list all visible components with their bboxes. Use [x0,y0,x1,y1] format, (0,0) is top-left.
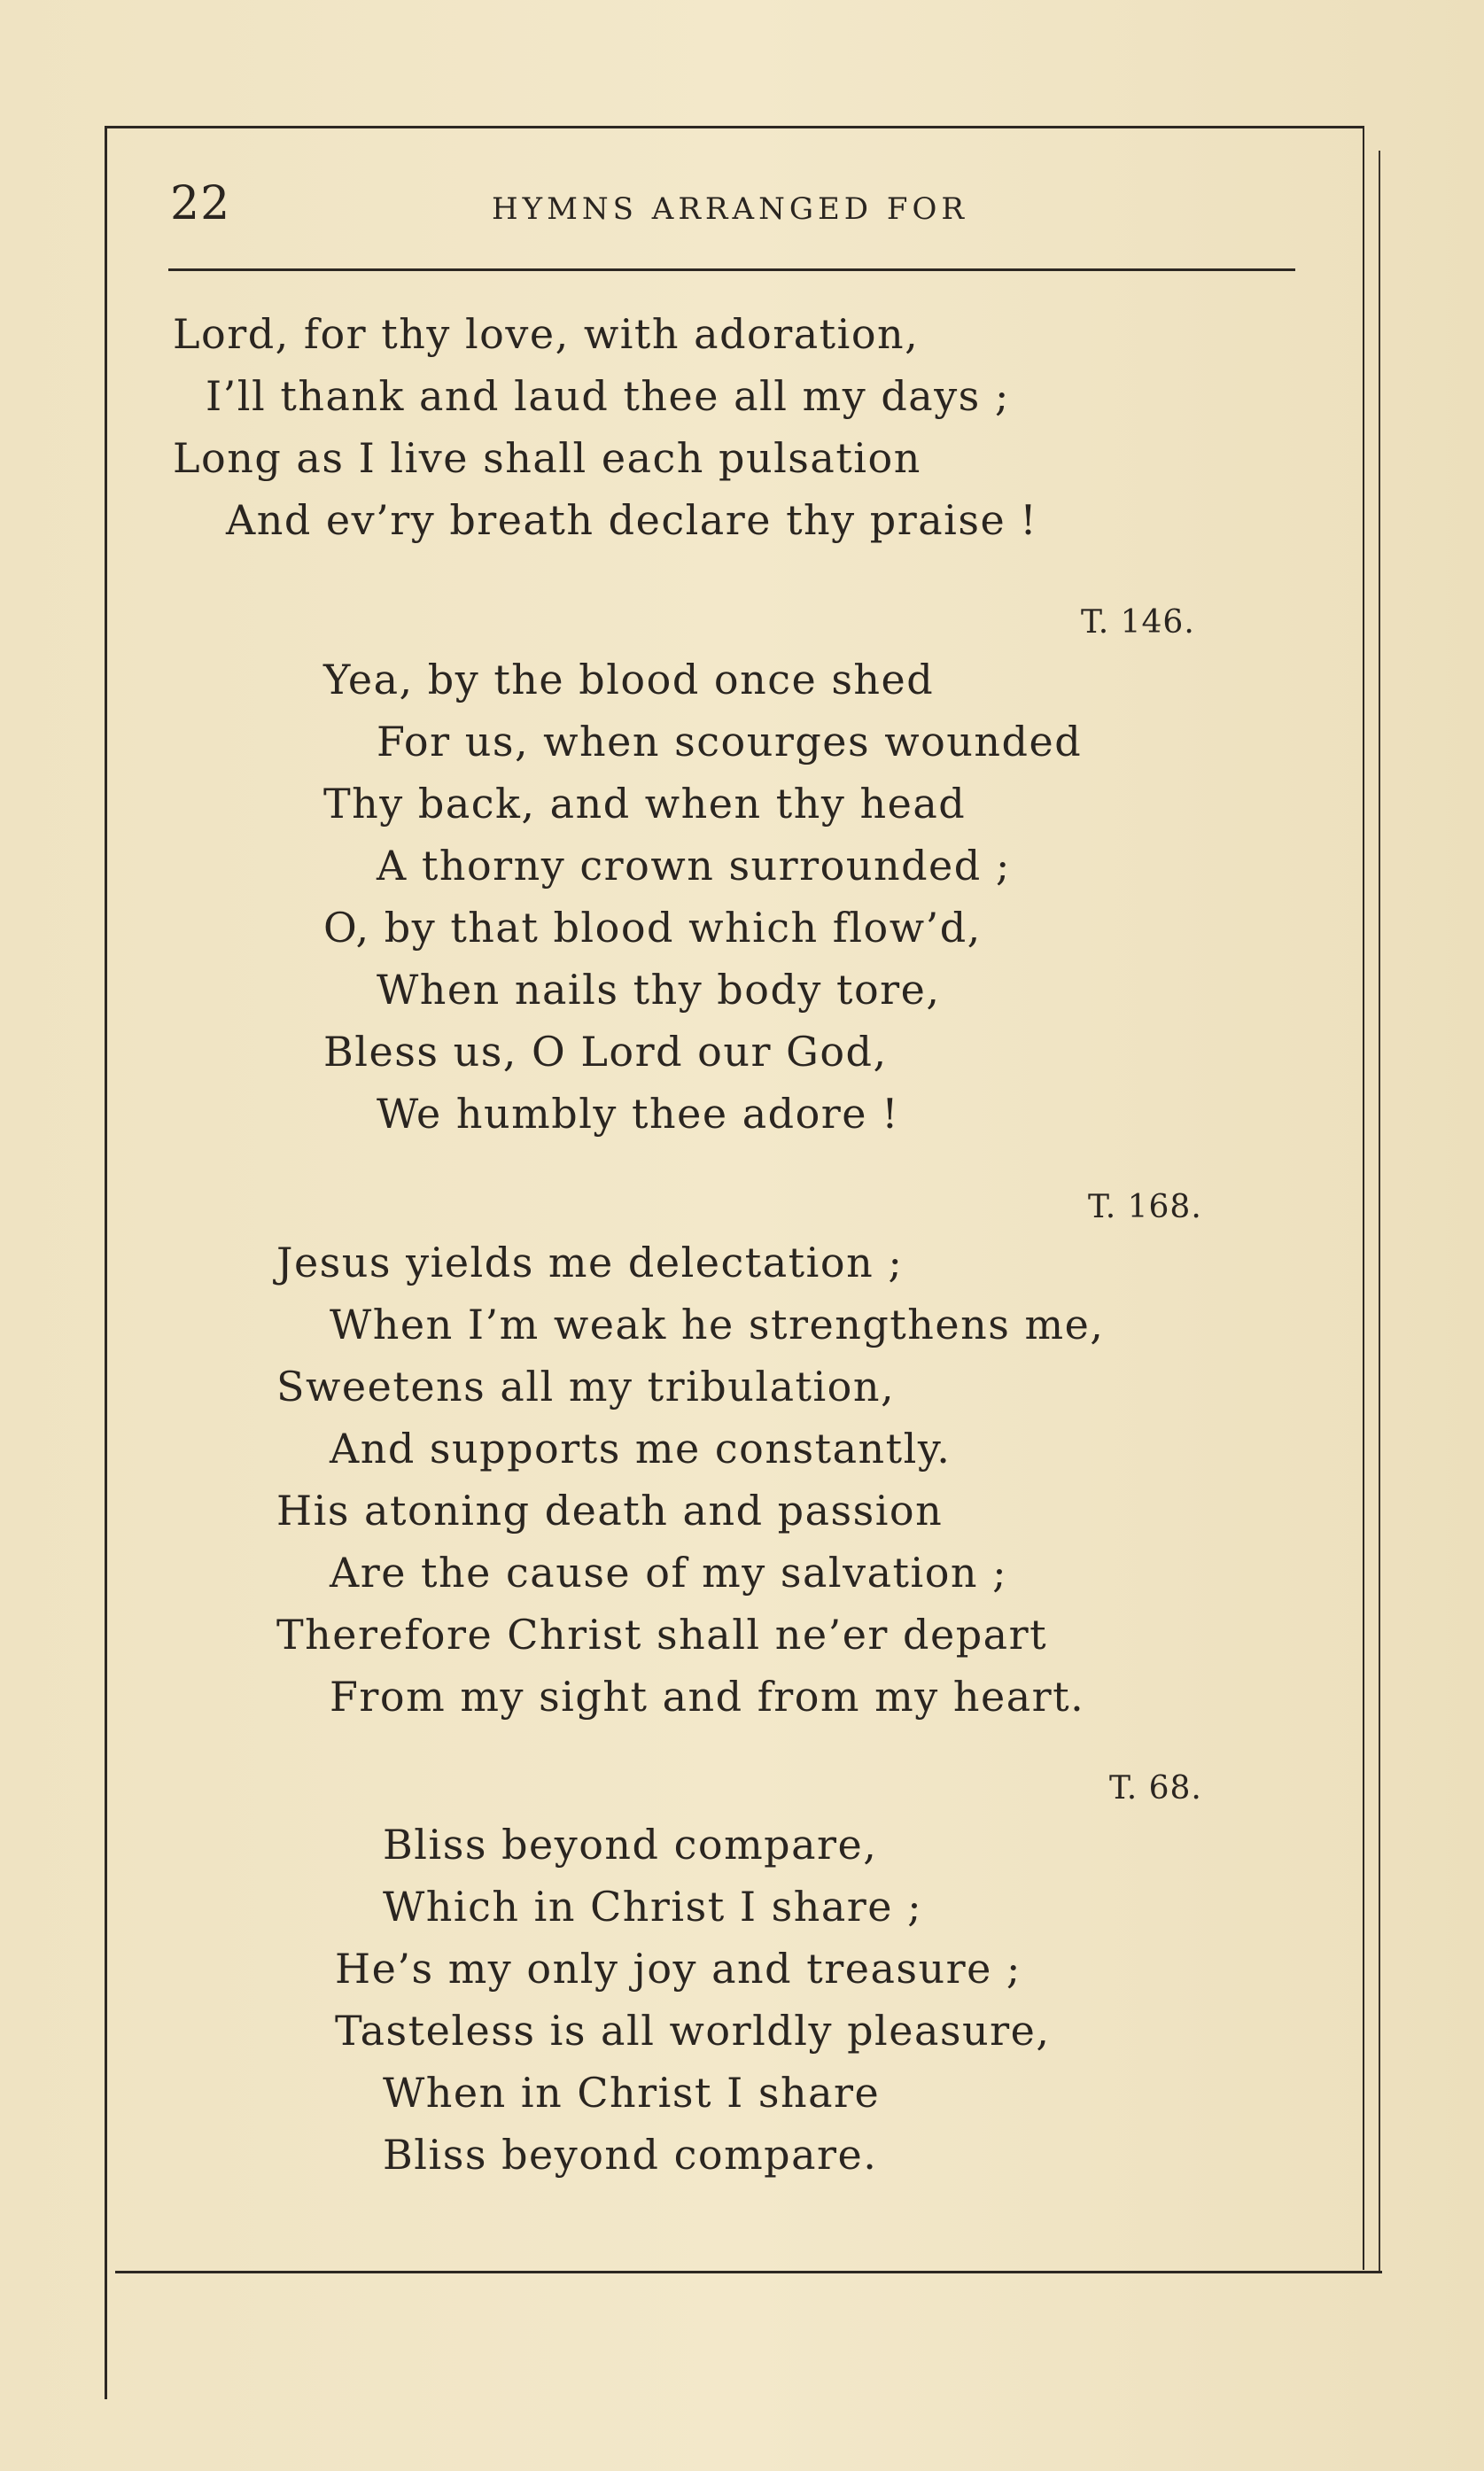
verse-line: Therefore Christ shall ne’er depart [276,1611,1048,1659]
running-title: HYMNS ARRANGED FOR [492,191,968,227]
verse-line: Which in Christ I share ; [383,1883,923,1931]
verse-line: Bliss beyond compare. [383,2131,878,2179]
verse-line: His atoning death and passion [276,1487,944,1535]
verse-line: Bliss beyond compare, [383,1821,878,1869]
page-number: 22 [170,177,231,230]
verse-line: Are the cause of my salvation ; [330,1549,1008,1597]
verse-line: Thy back, and when thy head [323,780,967,828]
verse-line: A thorny crown surrounded ; [377,842,1011,890]
frame-bottom-rule [115,2271,1382,2273]
verse-line: O, by that blood which flow’d, [323,904,982,952]
verse-line: Yea, by the blood once shed [323,656,935,703]
tune-number: T. 68. [1109,1770,1202,1807]
verse-line: We humbly thee adore ! [377,1090,900,1138]
header-rule [168,268,1295,271]
verse-line: Lord, for thy love, with adoration, [173,310,920,358]
verse-line: Tasteless is all worldly pleasure, [335,2007,1051,2055]
tune-number: T. 168. [1088,1189,1202,1225]
frame-top-rule [105,126,1364,128]
verse-line: When I’m weak he strengthens me, [330,1301,1105,1348]
verse-line: For us, when scourges wounded [377,718,1083,765]
verse-line: He’s my only joy and treasure ; [335,1945,1022,1993]
verse-line: Bless us, O Lord our God, [323,1028,888,1076]
verse-line: I’ll thank and laud thee all my days ; [206,372,1010,420]
verse-line: When in Christ I share [383,2069,881,2117]
verse-line: And supports me constantly. [330,1425,952,1472]
verse-line: Long as I live shall each pulsation [173,434,921,482]
tune-number: T. 146. [1081,604,1195,641]
frame-right-rule [1363,126,1364,2270]
verse-line: When nails thy body tore, [377,966,941,1014]
verse-line: From my sight and from my heart. [330,1673,1085,1721]
verse-line: Jesus yields me delectation ; [276,1239,904,1286]
frame-right-outer-rule [1379,151,1380,2273]
frame-left-rule [105,126,107,2399]
verse-line: And ev’ry breath declare thy praise ! [226,496,1038,544]
verse-line: Sweetens all my tribulation, [276,1363,896,1410]
